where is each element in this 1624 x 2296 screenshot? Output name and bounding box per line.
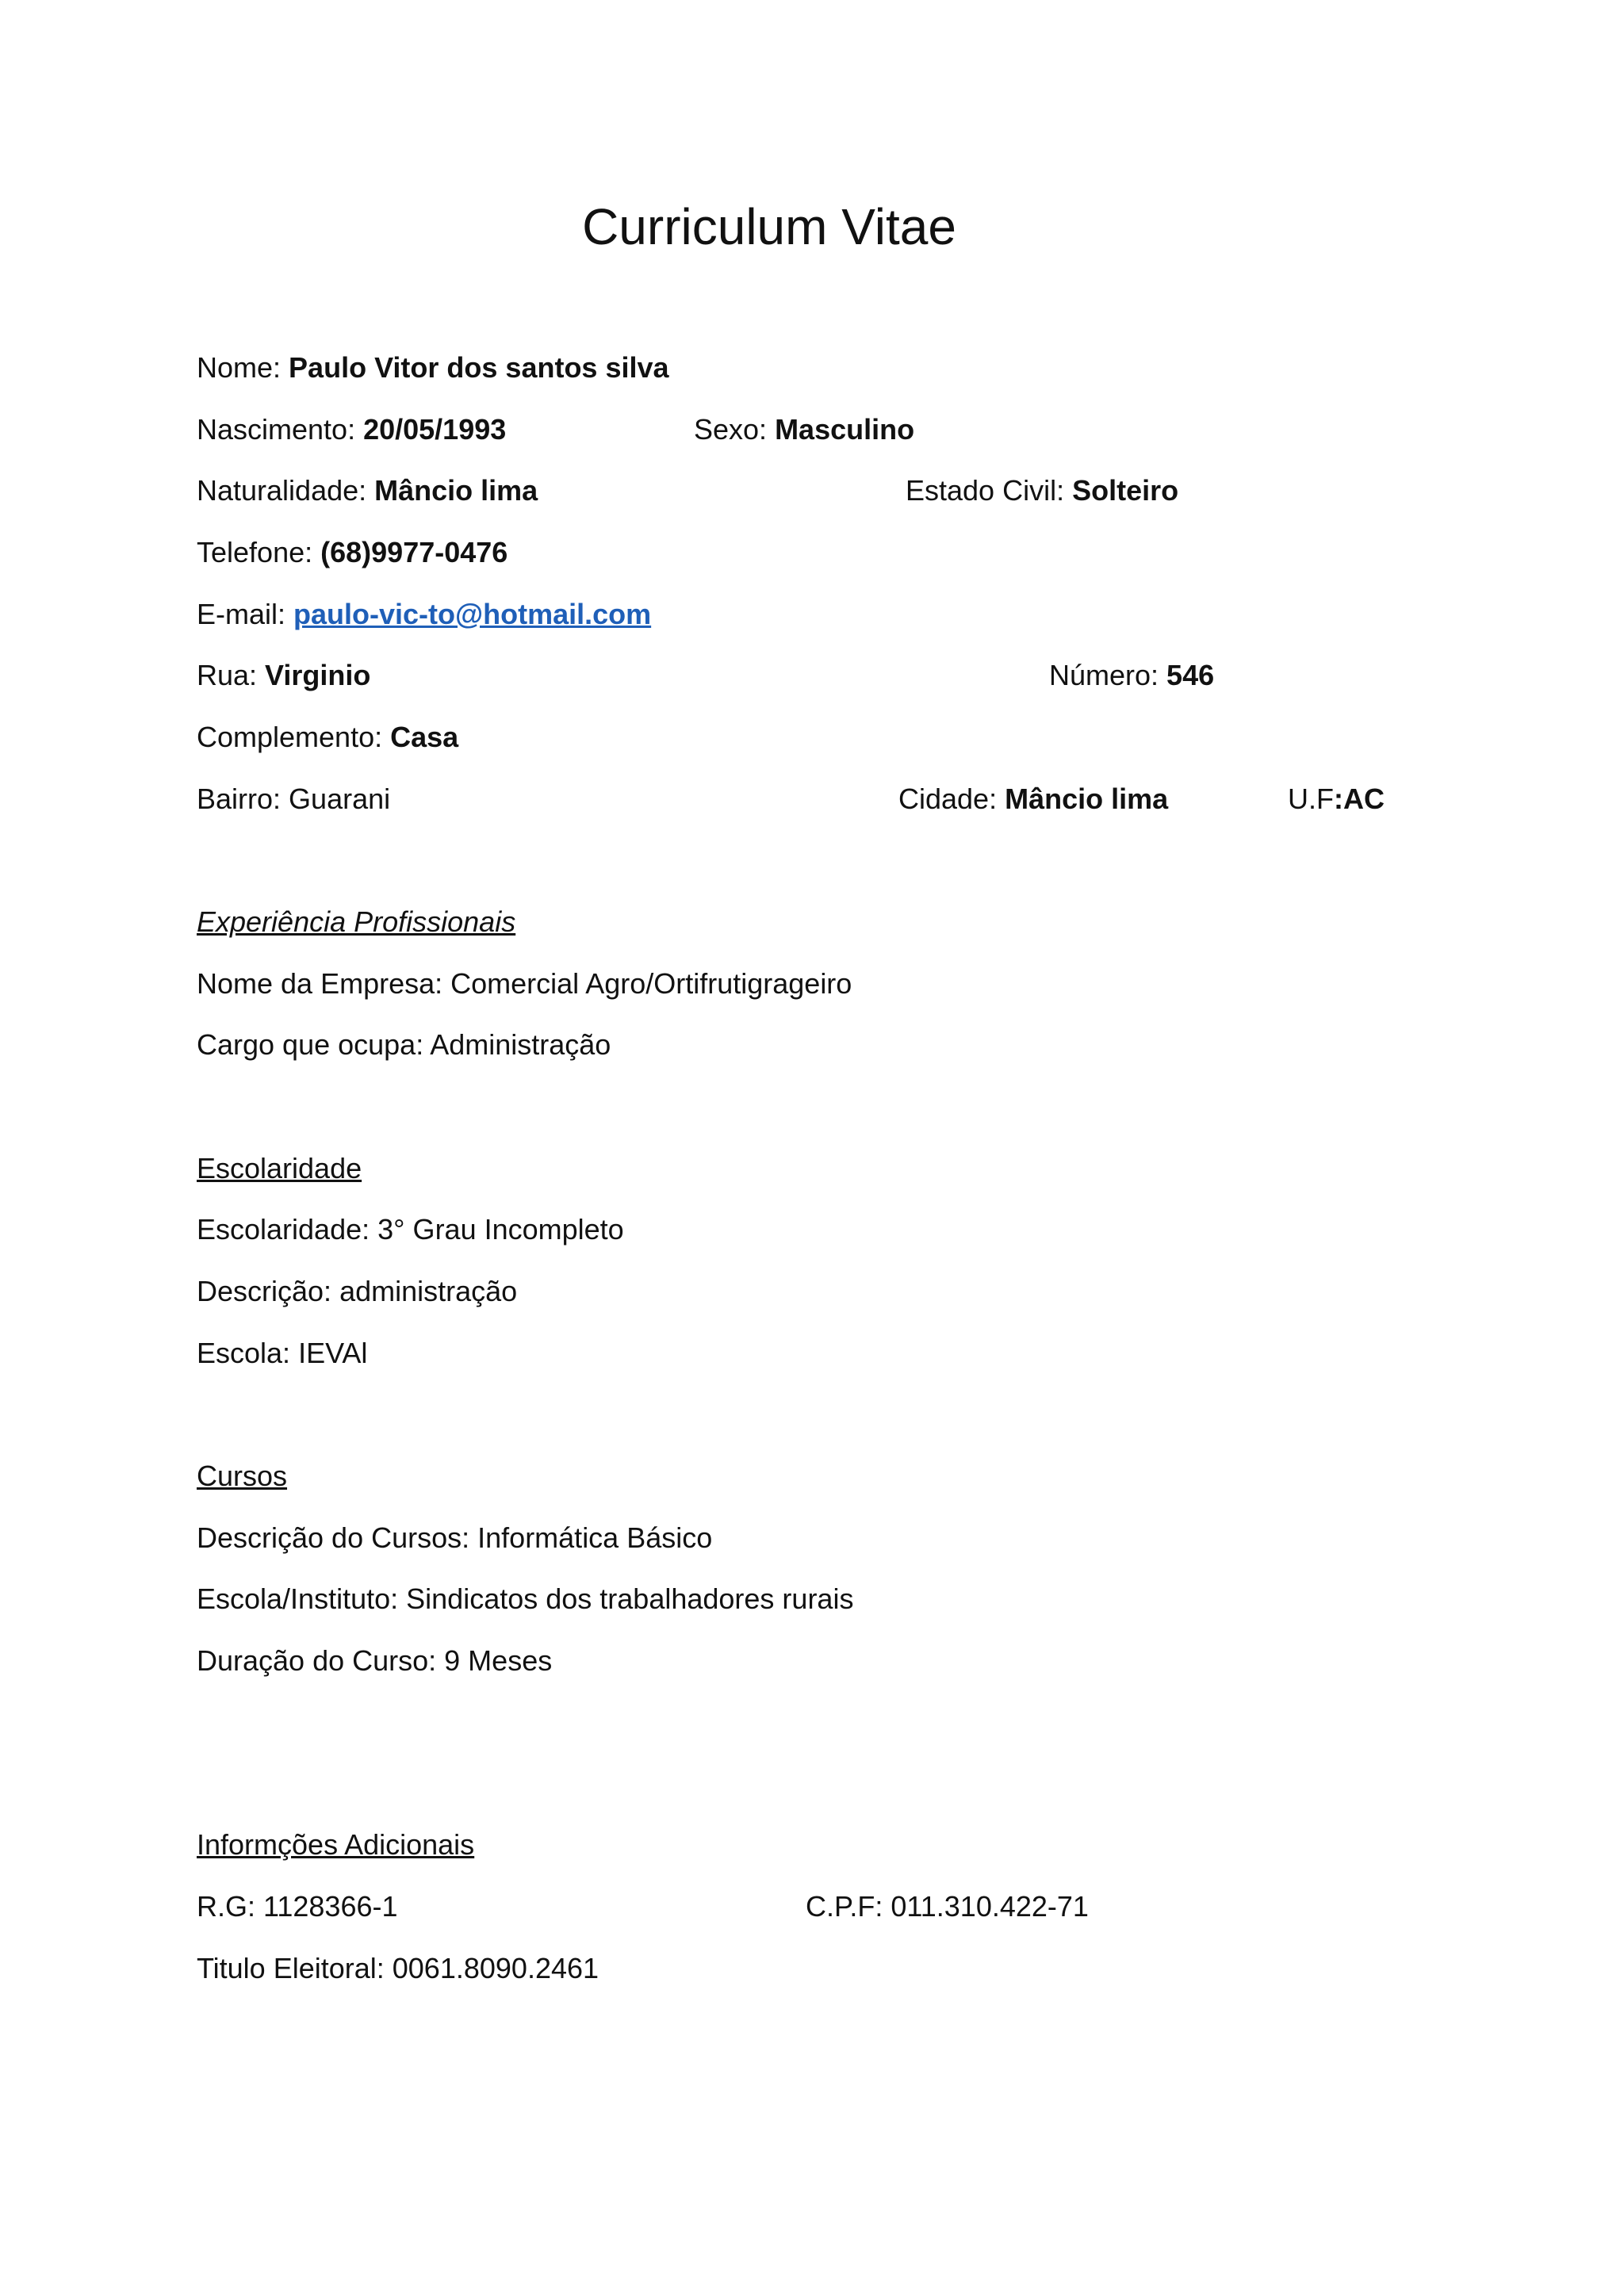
naturalidade-value: Mâncio lima — [374, 474, 538, 507]
nascimento-value: 20/05/1993 — [363, 413, 507, 446]
curso-descricao-label: Descrição do Cursos: — [197, 1521, 478, 1554]
cpf-row — [806, 1889, 1089, 1924]
nome-value: Paulo Vitor dos santos silva — [289, 351, 669, 384]
uf-label: U.F — [1288, 783, 1334, 815]
numero-row — [1049, 658, 1214, 693]
uf-value: :AC — [1334, 783, 1385, 815]
empresa-value: Comercial Agro/Ortifrutigrageiro — [450, 967, 852, 1000]
rua-label: Rua: — [197, 659, 266, 691]
curso-duracao-value: 9 Meses — [444, 1644, 553, 1677]
curso-instituto-label: Escola/Instituto: — [197, 1582, 407, 1615]
curso-descricao-value: Informática Básico — [477, 1521, 713, 1554]
escolaridade-nivel-label: Escolaridade: — [197, 1213, 378, 1246]
complemento-row — [197, 720, 458, 755]
cpf-value: 011.310.422-71 — [891, 1890, 1089, 1923]
nascimento-label: Nascimento: — [197, 413, 364, 446]
escolaridade-nivel-row — [197, 1212, 624, 1247]
sexo-label: Sexo: — [694, 413, 776, 446]
escola-row — [197, 1336, 367, 1371]
cidade-value: Mâncio lima — [1005, 783, 1169, 815]
rg-row — [197, 1889, 398, 1924]
escola-label: Escola: — [197, 1337, 299, 1369]
telefone-label: Telefone: — [197, 536, 321, 568]
bairro-label: Bairro: — [197, 783, 289, 815]
cargo-label: Cargo que ocupa: — [197, 1028, 431, 1061]
naturalidade-label: Naturalidade: — [197, 474, 375, 507]
escolaridade-descricao-value: administração — [339, 1275, 518, 1307]
escolaridade-descricao-label: Descrição: — [197, 1275, 340, 1307]
rg-label: R.G: — [197, 1890, 264, 1923]
cargo-row — [197, 1027, 611, 1062]
estado-civil-label: Estado Civil: — [906, 474, 1073, 507]
complemento-label: Complemento: — [197, 721, 391, 753]
sexo-value: Masculino — [775, 413, 915, 446]
nome-row — [197, 350, 669, 385]
curso-instituto-value: Sindicatos dos trabalhadores rurais — [406, 1582, 854, 1615]
rua-row — [197, 658, 370, 693]
bairro-value: Guarani — [289, 783, 391, 815]
escola-value: IEVAl — [298, 1337, 368, 1369]
curso-duracao-label: Duração do Curso: — [197, 1644, 445, 1677]
telefone-value: (68)9977-0476 — [320, 536, 508, 568]
estado-civil-value: Solteiro — [1072, 474, 1179, 507]
rg-value: 1128366-1 — [263, 1890, 398, 1923]
cpf-label: C.P.F: — [806, 1890, 891, 1923]
empresa-label: Nome da Empresa: — [197, 967, 451, 1000]
nome-label: Nome: — [197, 351, 289, 384]
page-title: Curriculum Vitae — [582, 198, 956, 255]
email-link[interactable]: paulo-vic-to@hotmail.com — [293, 598, 652, 630]
experiencia-heading: Experiência Profissionais — [197, 905, 516, 938]
rua-value: Virginio — [265, 659, 371, 691]
uf-row — [1288, 782, 1385, 817]
naturalidade-row — [197, 473, 538, 508]
email-row — [197, 597, 651, 632]
cidade-label: Cidade: — [898, 783, 1005, 815]
bairro-row — [197, 782, 390, 817]
curso-instituto-row — [197, 1582, 853, 1617]
estado-civil-row — [906, 473, 1178, 508]
complemento-value: Casa — [390, 721, 459, 753]
escolaridade-nivel-value: 3° Grau Incompleto — [377, 1213, 624, 1246]
empresa-row — [197, 966, 852, 1001]
nascimento-row — [197, 412, 506, 447]
cursos-heading: Cursos — [197, 1460, 288, 1492]
adicionais-heading: Informções Adicionais — [197, 1828, 475, 1861]
telefone-row — [197, 535, 508, 570]
curso-descricao-row — [197, 1521, 712, 1556]
escolaridade-heading: Escolaridade — [197, 1152, 362, 1184]
escolaridade-descricao-row — [197, 1274, 517, 1309]
email-label: E-mail: — [197, 598, 294, 630]
cargo-value: Administração — [430, 1028, 611, 1061]
titulo-eleitoral-value: 0061.8090.2461 — [392, 1952, 599, 1984]
titulo-eleitoral-row — [197, 1951, 599, 1986]
sexo-row — [694, 412, 914, 447]
cidade-row — [898, 782, 1168, 817]
titulo-eleitoral-label: Titulo Eleitoral: — [197, 1952, 393, 1984]
numero-value: 546 — [1166, 659, 1215, 691]
curso-duracao-row — [197, 1644, 552, 1678]
numero-label: Número: — [1049, 659, 1167, 691]
